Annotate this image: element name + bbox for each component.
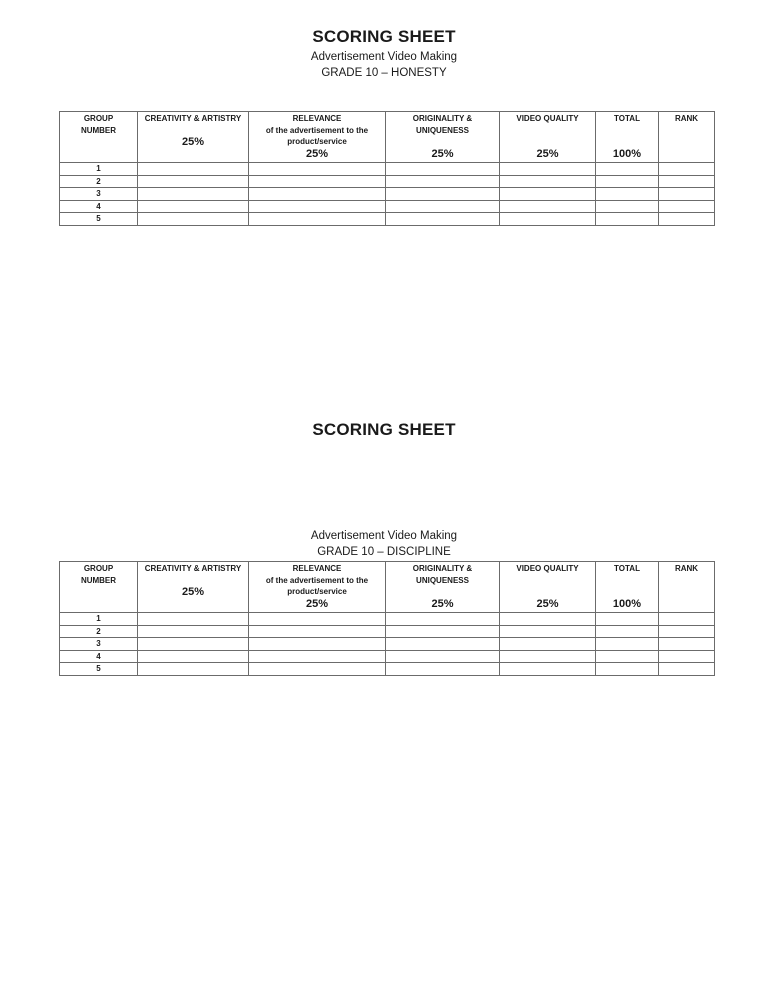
table-row xyxy=(60,663,715,676)
score-cell[interactable] xyxy=(138,613,249,626)
score-cell[interactable] xyxy=(500,213,596,226)
group-number-cell: 5 xyxy=(60,663,138,676)
score-cell[interactable] xyxy=(386,213,500,226)
col-rank: RANK xyxy=(659,562,715,613)
score-cell[interactable] xyxy=(138,163,249,176)
rank-cell[interactable] xyxy=(659,663,715,676)
score-cell[interactable] xyxy=(249,650,386,663)
score-cell[interactable] xyxy=(249,175,386,188)
sheet-1-grade: GRADE 10 – HONESTY xyxy=(321,67,447,79)
col-video-quality: VIDEO QUALITY 25% xyxy=(500,112,596,163)
total-cell[interactable] xyxy=(596,650,659,663)
score-cell[interactable] xyxy=(500,188,596,201)
total-cell[interactable] xyxy=(596,213,659,226)
rank-cell[interactable] xyxy=(659,175,715,188)
rank-cell[interactable] xyxy=(659,613,715,626)
score-cell[interactable] xyxy=(500,650,596,663)
score-cell[interactable] xyxy=(500,175,596,188)
table-row xyxy=(60,163,715,176)
score-cell[interactable] xyxy=(386,663,500,676)
total-cell[interactable] xyxy=(596,625,659,638)
col-rank: RANK xyxy=(659,112,715,163)
group-number-cell: 2 xyxy=(60,175,138,188)
sheet-1-table xyxy=(59,111,715,226)
score-cell[interactable] xyxy=(138,175,249,188)
score-cell[interactable] xyxy=(386,175,500,188)
col-group-number: GROUP NUMBER xyxy=(60,112,138,163)
creativity-weight: 25% xyxy=(181,586,205,598)
score-cell[interactable] xyxy=(249,613,386,626)
rank-cell[interactable] xyxy=(659,625,715,638)
score-cell[interactable] xyxy=(386,638,500,651)
group-number-cell: 3 xyxy=(60,188,138,201)
rank-cell[interactable] xyxy=(659,200,715,213)
score-cell[interactable] xyxy=(500,625,596,638)
col-creativity: CREATIVITY & ARTISTRY 25% xyxy=(138,562,249,613)
video-weight: 25% xyxy=(536,598,559,610)
table-row xyxy=(60,625,715,638)
total-cell[interactable] xyxy=(596,663,659,676)
group-number-cell: 4 xyxy=(60,650,138,663)
sheet-2-title: SCORING SHEET xyxy=(312,420,456,439)
sheet-1-title: SCORING SHEET xyxy=(312,27,456,46)
total-weight: 100% xyxy=(612,598,642,610)
table-row xyxy=(60,188,715,201)
rank-cell[interactable] xyxy=(659,213,715,226)
total-cell[interactable] xyxy=(596,200,659,213)
score-cell[interactable] xyxy=(138,638,249,651)
group-number-cell: 4 xyxy=(60,200,138,213)
originality-weight: 25% xyxy=(431,148,454,160)
score-cell[interactable] xyxy=(249,188,386,201)
group-number-cell: 5 xyxy=(60,213,138,226)
score-cell[interactable] xyxy=(500,613,596,626)
relevance-weight: 25% xyxy=(305,598,329,610)
group-number-cell: 3 xyxy=(60,638,138,651)
score-cell[interactable] xyxy=(138,625,249,638)
score-cell[interactable] xyxy=(138,200,249,213)
table-row xyxy=(60,213,715,226)
header-row xyxy=(60,562,715,613)
video-weight: 25% xyxy=(536,148,559,160)
score-cell[interactable] xyxy=(386,625,500,638)
group-number-cell: 1 xyxy=(60,613,138,626)
score-cell[interactable] xyxy=(386,163,500,176)
total-cell[interactable] xyxy=(596,638,659,651)
rank-cell[interactable] xyxy=(659,650,715,663)
score-cell[interactable] xyxy=(249,213,386,226)
group-number-cell: 1 xyxy=(60,163,138,176)
total-cell[interactable] xyxy=(596,163,659,176)
total-weight: 100% xyxy=(612,148,642,160)
score-cell[interactable] xyxy=(500,200,596,213)
score-cell[interactable] xyxy=(500,163,596,176)
table-row xyxy=(60,638,715,651)
score-cell[interactable] xyxy=(386,650,500,663)
col-originality: ORIGINALITY & UNIQUENESS 25% xyxy=(386,112,500,163)
score-cell[interactable] xyxy=(249,163,386,176)
score-cell[interactable] xyxy=(500,638,596,651)
col-creativity: CREATIVITY & ARTISTRY 25% xyxy=(138,112,249,163)
score-cell[interactable] xyxy=(386,613,500,626)
score-cell[interactable] xyxy=(249,625,386,638)
rank-cell[interactable] xyxy=(659,163,715,176)
table-row xyxy=(60,175,715,188)
col-originality: ORIGINALITY & UNIQUENESS 25% xyxy=(386,562,500,613)
col-total: TOTAL 100% xyxy=(596,112,659,163)
creativity-weight: 25% xyxy=(181,136,205,148)
rank-cell[interactable] xyxy=(659,188,715,201)
score-cell[interactable] xyxy=(138,213,249,226)
col-relevance: RELEVANCE of the advertisement to the product/service 25% xyxy=(249,112,386,163)
sheet-2-subtitle: Advertisement Video Making xyxy=(310,530,458,542)
table-row xyxy=(60,650,715,663)
score-cell[interactable] xyxy=(500,663,596,676)
table-row xyxy=(60,200,715,213)
score-cell[interactable] xyxy=(138,188,249,201)
relevance-weight: 25% xyxy=(305,148,329,160)
col-total: TOTAL 100% xyxy=(596,562,659,613)
sheet-2-table xyxy=(59,561,715,676)
score-cell[interactable] xyxy=(138,650,249,663)
total-cell[interactable] xyxy=(596,188,659,201)
table-row xyxy=(60,613,715,626)
score-cell[interactable] xyxy=(249,663,386,676)
group-number-cell: 2 xyxy=(60,625,138,638)
col-relevance: RELEVANCE of the advertisement to the product/service 25% xyxy=(249,562,386,613)
sheet-2-grade: GRADE 10 – DISCIPLINE xyxy=(317,546,451,558)
col-video-quality: VIDEO QUALITY 25% xyxy=(500,562,596,613)
rank-cell[interactable] xyxy=(659,638,715,651)
total-cell[interactable] xyxy=(596,613,659,626)
col-group-number: GROUP NUMBER xyxy=(60,562,138,613)
score-cell[interactable] xyxy=(249,638,386,651)
score-cell[interactable] xyxy=(386,188,500,201)
originality-weight: 25% xyxy=(431,598,454,610)
score-cell[interactable] xyxy=(386,200,500,213)
header-row xyxy=(60,112,715,163)
sheet-1-subtitle: Advertisement Video Making xyxy=(310,51,458,63)
score-cell[interactable] xyxy=(138,663,249,676)
score-cell[interactable] xyxy=(249,200,386,213)
total-cell[interactable] xyxy=(596,175,659,188)
